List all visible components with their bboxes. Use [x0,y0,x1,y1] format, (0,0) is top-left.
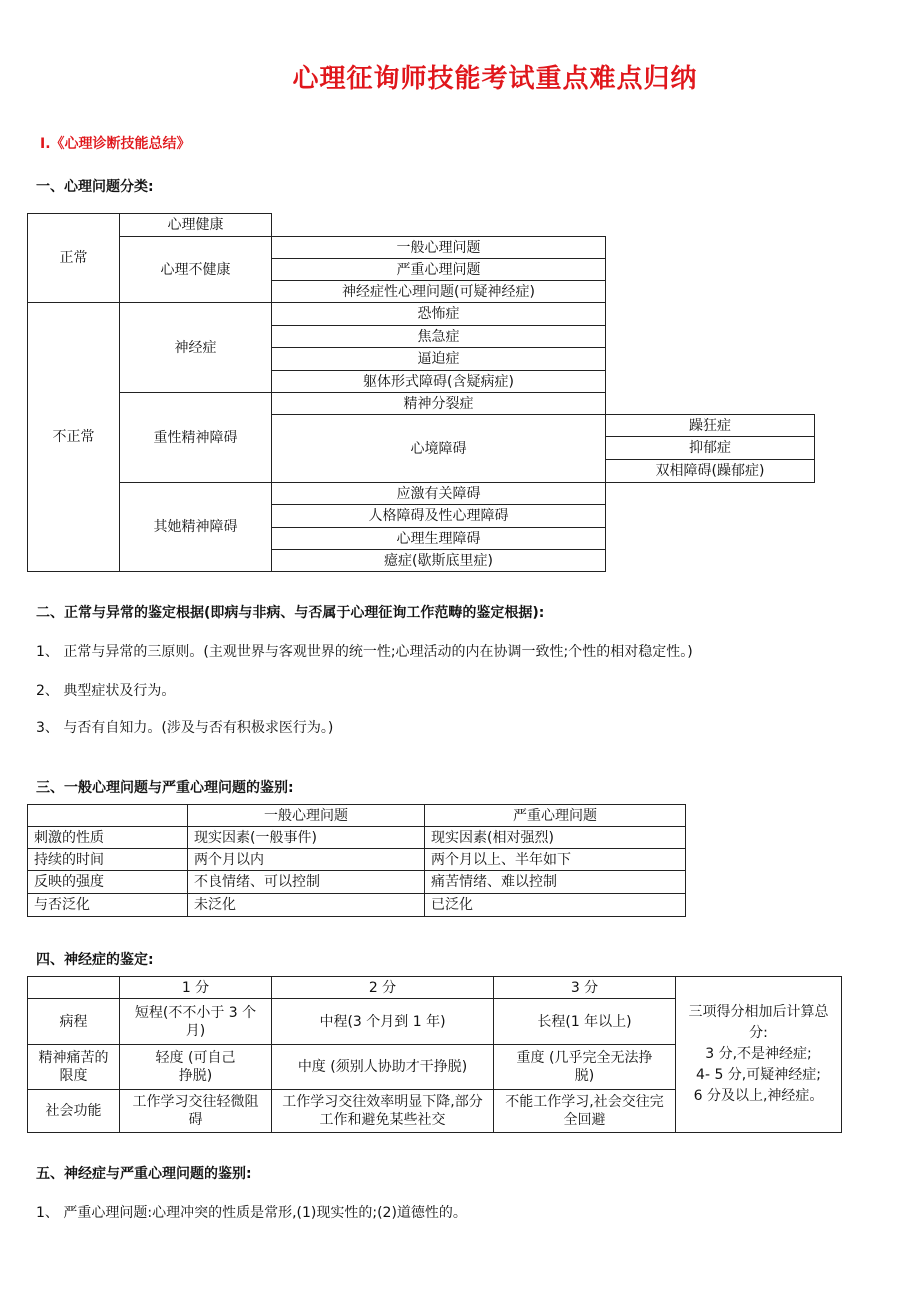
cell-normal: 正常 [27,213,120,303]
table-cell: 中程(3 个月到 1 年) [271,998,494,1045]
cell-healthy: 心理健康 [119,213,272,237]
cell-neurotic-problem: 神经症性心理问题(可疑神经症) [271,280,606,303]
cell-anxiety: 焦急症 [271,325,606,348]
summary-line: 6 分及以上,神经症。 [693,1088,824,1104]
s4-heading: 四、神经症的鉴定: [36,952,154,968]
table-cell: 短程(不不小于 3 个月) [119,998,272,1045]
cell-hysteria: 癔症(歇斯底里症) [271,549,606,572]
table-cell: 已泛化 [424,893,686,917]
table-cell: 未泛化 [187,893,425,917]
cell-phobia: 恐怖症 [271,302,606,326]
table-header: 1 分 [119,976,272,999]
row-label: 持续的时间 [27,848,188,871]
row-label: 反映的强度 [27,870,188,894]
cell-mania: 躁狂症 [605,414,815,437]
cell-abnormal: 不正常 [27,302,120,572]
page-title: 心理征询师技能考试重点难点归纳 [292,64,698,94]
table-cell: 现实因素(一般事件) [187,826,425,849]
summary-line: 三项得分相加后计算总分: [688,1004,829,1041]
table-cell: 长程(1 年以上) [493,998,676,1045]
cell-stress: 应激有关障碍 [271,482,606,505]
cell-bipolar: 双相障碍(躁郁症) [605,459,815,483]
table-cell: 中度 (须别人协助才干挣脱) [271,1044,494,1090]
table-cell: 工作学习交往轻微阻碍 [119,1089,272,1133]
table-cell: 两个月以上、半年如下 [424,848,686,871]
cell-mood-disorder: 心境障碍 [271,414,606,483]
s2-item-2: 2、 典型症状及行为。 [36,683,176,699]
table-header: 2 分 [271,976,494,999]
cell-general-problem: 一般心理问题 [271,236,606,259]
cell-depression: 抑郁症 [605,436,815,460]
table-header: 一般心理问题 [187,804,425,827]
row-label: 刺激的性质 [27,826,188,849]
s2-heading: 二、正常与异常的鉴定根据(即病与非病、与否属于心理征询工作范畴的鉴定根据): [36,605,545,621]
section-subtitle: Ⅰ.《心理诊断技能总结》 [40,136,191,152]
cell-severe-mental: 重性精神障碍 [119,392,272,483]
s2-item-3: 3、 与否有自知力。(涉及与否有积极求医行为。) [36,720,334,736]
cell-severe-problem: 严重心理问题 [271,258,606,281]
score-summary [675,976,842,1133]
row-label: 与否泛化 [27,893,188,917]
table-cell: 痛苦情绪、难以控制 [424,870,686,894]
cell-unhealthy: 心理不健康 [119,236,272,303]
cell-psychophysiological: 心理生理障碍 [271,527,606,550]
cell-neurosis: 神经症 [119,302,272,393]
cell-other-mental: 其她精神障碍 [119,482,272,572]
table-header-empty [27,976,120,999]
table-cell: 重度 (几乎完全无法挣脱) [493,1044,676,1090]
row-label: 社会功能 [27,1089,120,1133]
s3-heading: 三、一般心理问题与严重心理问题的鉴别: [36,780,294,796]
s2-item-1: 1、 正常与异常的三原则。(主观世界与客观世界的统一性;心理活动的内在协调一致性;个性的相对稳定性。) [36,644,693,660]
table-cell: 工作学习交往效率明显下降,部分工作和避免某些社交 [271,1089,494,1133]
table-cell: 两个月以内 [187,848,425,871]
cell-somatoform: 躯体形式障碍(含疑病症) [271,370,606,393]
row-label: 病程 [27,998,120,1045]
table-cell: 不良情绪、可以控制 [187,870,425,894]
cell-personality: 人格障碍及性心理障碍 [271,504,606,528]
table-cell: 不能工作学习,社会交往完全回避 [493,1089,676,1133]
table-cell: 现实因素(相对强烈) [424,826,686,849]
summary-line: 3 分,不是神经症; [705,1046,812,1062]
row-label: 精神痛苦的限度 [27,1044,120,1090]
s5-heading: 五、神经症与严重心理问题的鉴别: [36,1166,252,1182]
table-cell: 轻度 (可自己挣脱) [119,1044,272,1090]
table-header: 严重心理问题 [424,804,686,827]
s5-item-1: 1、 严重心理问题:心理冲突的性质是常形,(1)现实性的;(2)道德性的。 [36,1205,467,1221]
s1-heading: 一、心理问题分类: [36,179,154,195]
cell-schizophrenia: 精神分裂症 [271,392,606,415]
table-header-empty [27,804,188,827]
table-header: 3 分 [493,976,676,999]
cell-ocd: 逼迫症 [271,347,606,371]
summary-line: 4- 5 分,可疑神经症; [696,1067,821,1083]
